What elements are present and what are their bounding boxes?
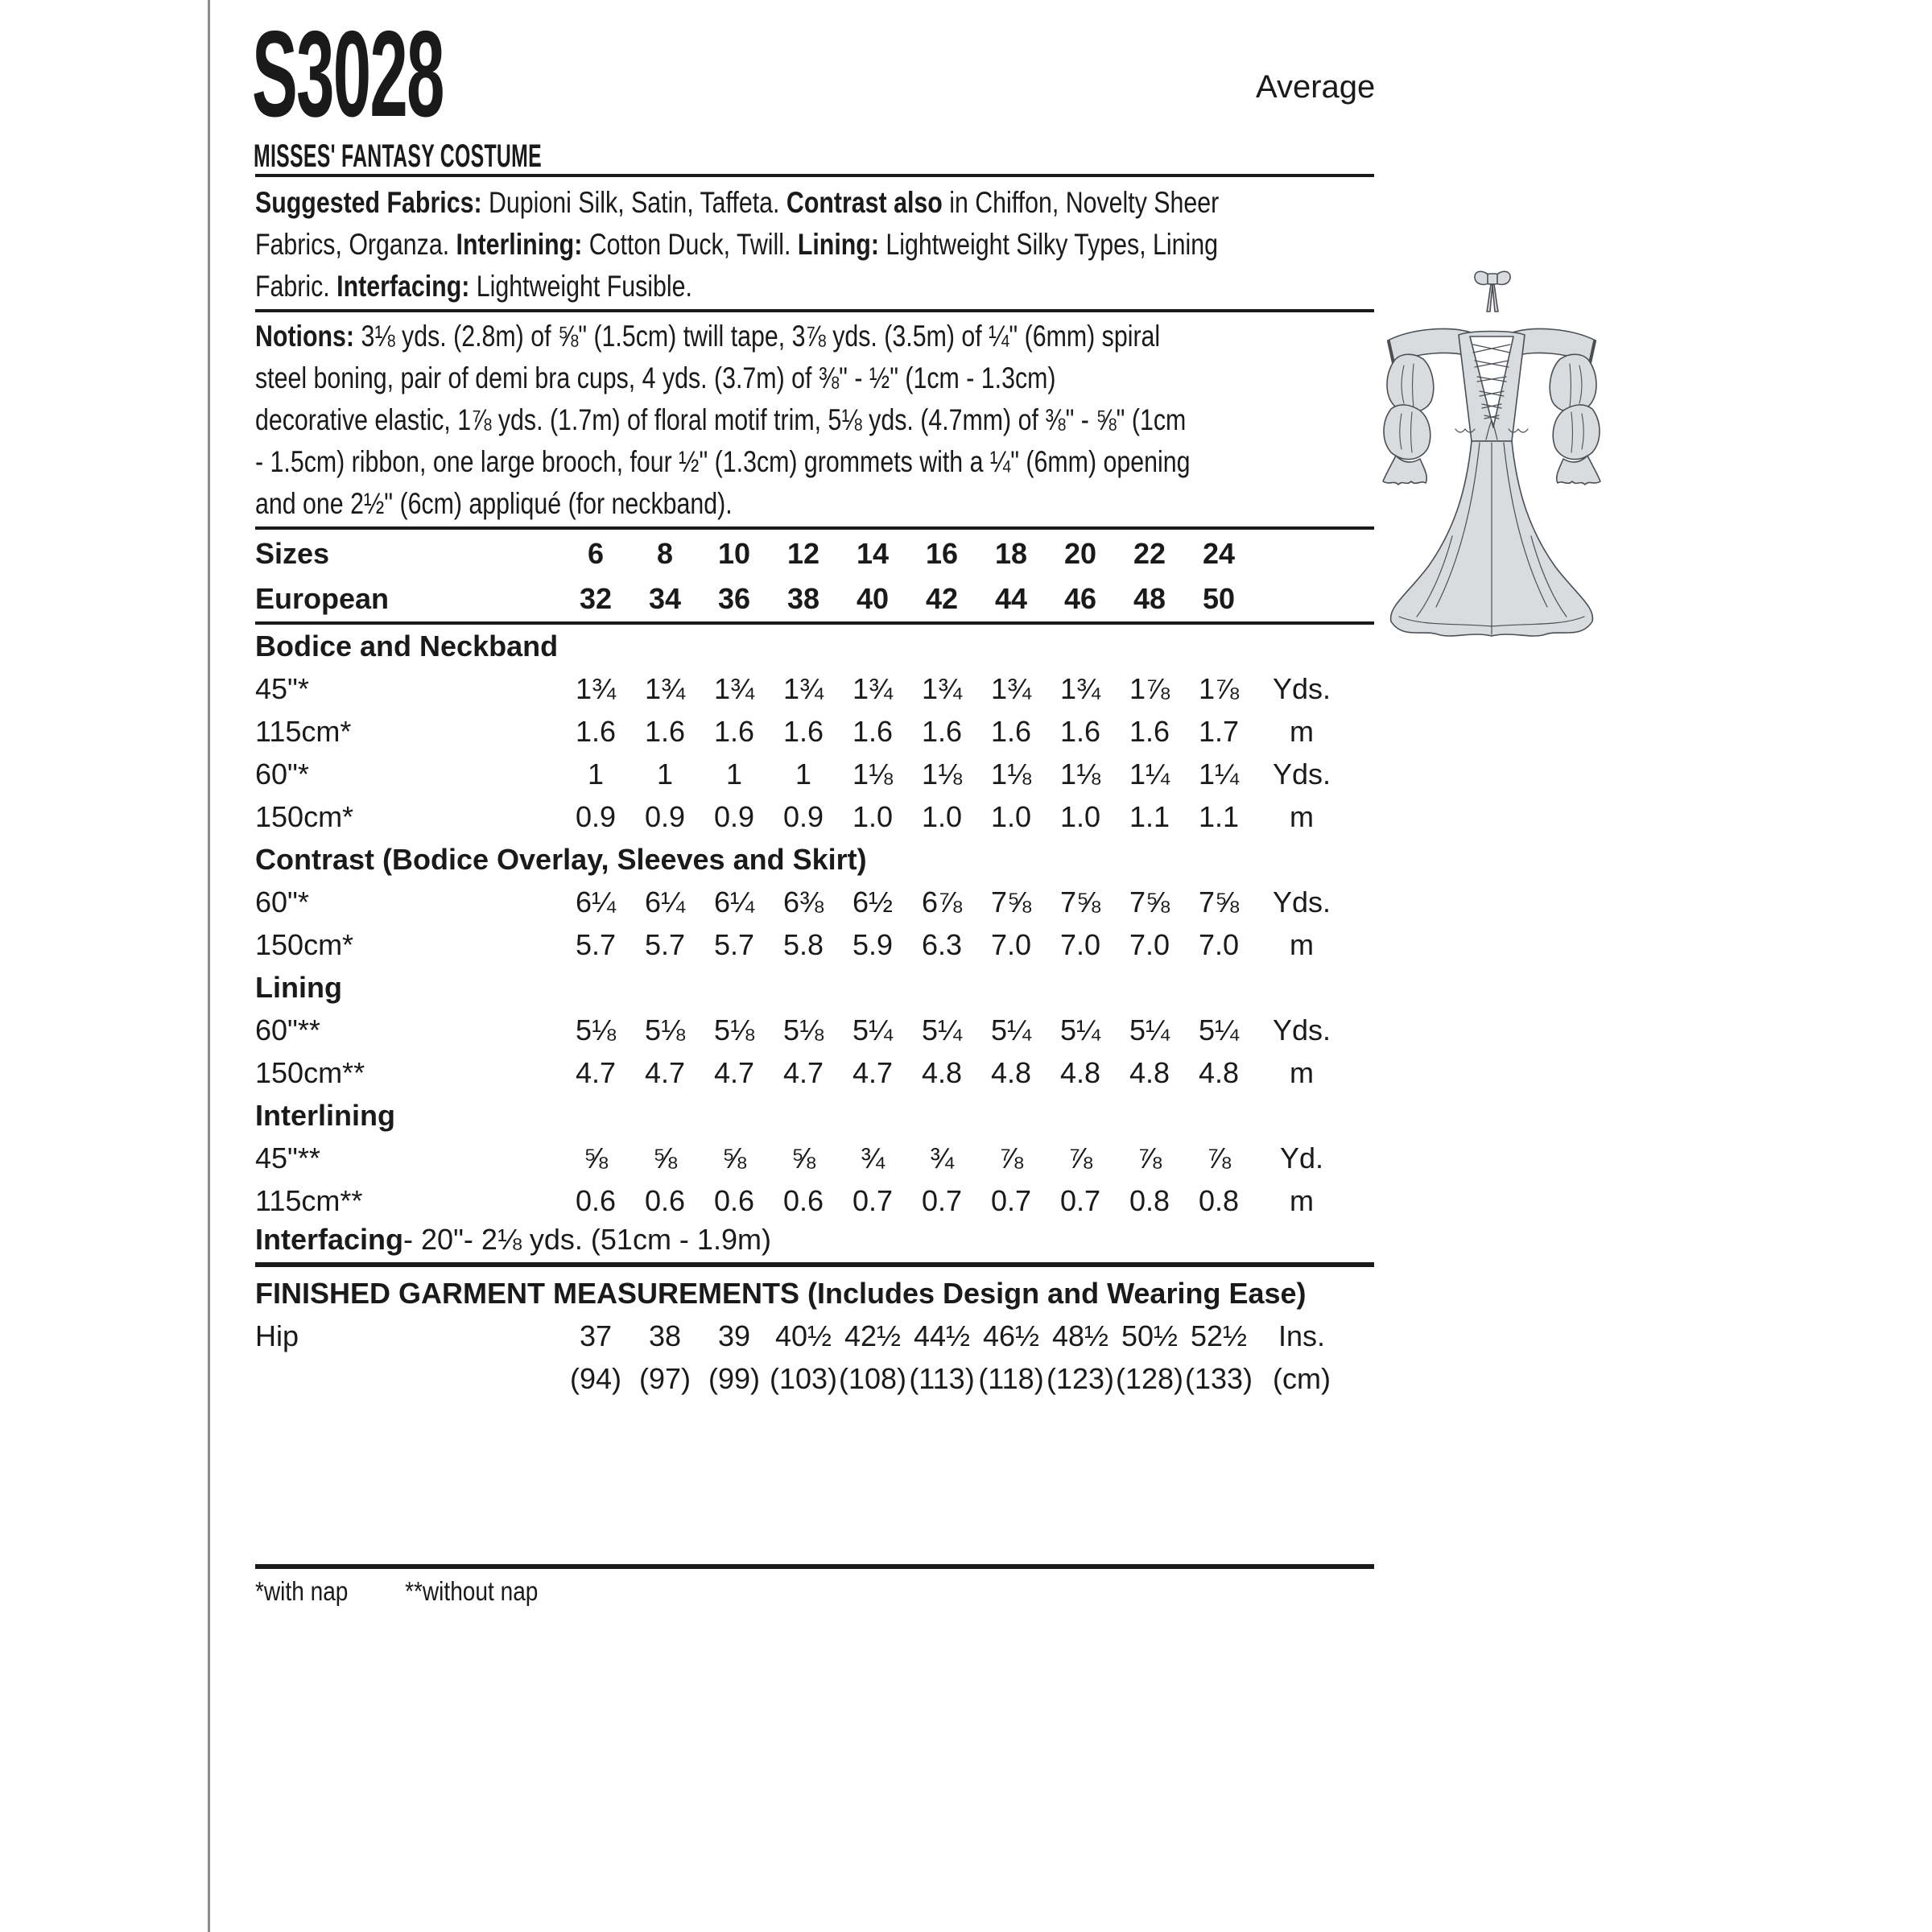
yardage-row bbox=[255, 1357, 1374, 1400]
row-label: 45"* bbox=[255, 671, 309, 705]
value-cell: 5¼ bbox=[990, 1013, 1032, 1046]
value-cell: 40½ bbox=[774, 1319, 832, 1352]
value-cell: 1.7 bbox=[1198, 714, 1240, 748]
value-cell: 7.0 bbox=[990, 927, 1032, 961]
row-label: Hip bbox=[255, 1319, 299, 1352]
value-cell: 48 bbox=[1133, 582, 1166, 615]
row-label: 60"* bbox=[255, 885, 309, 919]
value-cell: 7⅝ bbox=[1129, 885, 1170, 919]
notions-paragraph bbox=[255, 316, 1395, 525]
page-edge-line bbox=[208, 0, 210, 1932]
row-label: 115cm* bbox=[255, 714, 352, 748]
value-cell: 46½ bbox=[982, 1319, 1040, 1352]
value-cell: 1.6 bbox=[1059, 714, 1101, 748]
value-cell: 7⅝ bbox=[990, 885, 1032, 919]
footer-rule bbox=[255, 1564, 1374, 1569]
text-run: 3⅛ yds. (2.8m) of ⅝" (1.5cm) twill tape, 3⅞ yds. (3.5m) of ¼" (6mm) spiral bbox=[354, 320, 1161, 353]
yardage-row bbox=[255, 753, 1374, 795]
value-cell: ¾ bbox=[929, 1141, 955, 1174]
value-cell: 5¼ bbox=[921, 1013, 963, 1046]
value-cell: ⅝ bbox=[583, 1141, 609, 1174]
value-cell: 6⅞ bbox=[921, 885, 963, 919]
divider-rule bbox=[255, 526, 1374, 530]
value-cell: 1¾ bbox=[852, 671, 894, 705]
value-cell: (113) bbox=[909, 1361, 975, 1395]
value-cell: 1.6 bbox=[921, 714, 963, 748]
value-cell: 1.0 bbox=[921, 799, 963, 833]
value-cell: 5.9 bbox=[852, 927, 894, 961]
value-cell: 1.0 bbox=[1059, 799, 1101, 833]
section-heading: Contrast (Bodice Overlay, Sleeves and Skirt) bbox=[255, 842, 867, 876]
value-cell: 4.7 bbox=[713, 1055, 755, 1089]
yardage-row bbox=[255, 795, 1374, 838]
value-cell: 38 bbox=[648, 1319, 682, 1352]
value-cell: 7⅝ bbox=[1198, 885, 1240, 919]
value-cell: 0.8 bbox=[1129, 1183, 1170, 1217]
value-cell: ⅝ bbox=[652, 1141, 678, 1174]
value-cell: 40 bbox=[856, 582, 890, 615]
value-cell: (94) bbox=[569, 1361, 622, 1395]
row-label: 150cm** bbox=[255, 1055, 365, 1089]
value-cell: 5¼ bbox=[1198, 1013, 1240, 1046]
value-cell: 5⅛ bbox=[782, 1013, 824, 1046]
value-cell: 5¼ bbox=[852, 1013, 894, 1046]
value-cell: 5⅛ bbox=[575, 1013, 617, 1046]
section-heading: Lining bbox=[255, 970, 342, 1004]
value-cell: 22 bbox=[1133, 537, 1166, 570]
size-header-rows bbox=[255, 531, 1374, 621]
value-cell: 4.8 bbox=[921, 1055, 963, 1089]
value-cell: ⅝ bbox=[721, 1141, 747, 1174]
unit-label: m bbox=[1290, 714, 1314, 748]
row-label: Sizes bbox=[255, 537, 330, 570]
yardage-row bbox=[255, 710, 1374, 753]
value-cell: 42 bbox=[925, 582, 959, 615]
value-cell: 6¼ bbox=[575, 885, 617, 919]
text-run: in Chiffon, Novelty Sheer bbox=[942, 186, 1220, 219]
bold-run: Lining: bbox=[797, 228, 879, 261]
row-label: 45"** bbox=[255, 1141, 320, 1174]
divider-rule bbox=[255, 1262, 1374, 1267]
with-nap-footnote: *with nap bbox=[255, 1576, 349, 1606]
value-cell: 24 bbox=[1202, 537, 1236, 570]
value-cell: (99) bbox=[708, 1361, 761, 1395]
value-cell: 37 bbox=[579, 1319, 613, 1352]
value-cell: 0.6 bbox=[575, 1183, 617, 1217]
value-cell: 0.9 bbox=[644, 799, 686, 833]
yardage-row bbox=[255, 923, 1374, 966]
value-cell: 10 bbox=[717, 537, 751, 570]
value-cell: 1¾ bbox=[782, 671, 824, 705]
value-cell: 0.9 bbox=[575, 799, 617, 833]
yardage-row bbox=[255, 667, 1374, 710]
value-cell: 5¼ bbox=[1059, 1013, 1101, 1046]
value-cell: 1.0 bbox=[990, 799, 1032, 833]
value-cell: 6¼ bbox=[644, 885, 686, 919]
unit-label: Ins. bbox=[1278, 1319, 1326, 1352]
value-cell: 6 bbox=[587, 537, 605, 570]
value-cell: 5.7 bbox=[575, 927, 617, 961]
value-cell: 1¾ bbox=[713, 671, 755, 705]
section-heading: Bodice and Neckband bbox=[255, 629, 559, 663]
value-cell: (118) bbox=[978, 1361, 1044, 1395]
value-cell: 5.7 bbox=[713, 927, 755, 961]
value-cell: 48½ bbox=[1051, 1319, 1109, 1352]
paragraph-line bbox=[255, 483, 1190, 525]
value-cell: 39 bbox=[717, 1319, 751, 1352]
value-cell: 1¾ bbox=[990, 671, 1032, 705]
value-cell: 5.7 bbox=[644, 927, 686, 961]
paragraph-line bbox=[255, 266, 1219, 308]
value-cell: 4.7 bbox=[782, 1055, 824, 1089]
value-cell: 18 bbox=[994, 537, 1028, 570]
unit-label: Yds. bbox=[1272, 671, 1331, 705]
row-label: 60"* bbox=[255, 757, 309, 791]
value-cell: ⅝ bbox=[791, 1141, 816, 1174]
value-cell: (133) bbox=[1184, 1361, 1253, 1395]
value-cell: 0.9 bbox=[782, 799, 824, 833]
paragraph-line bbox=[255, 441, 1190, 483]
divider-rule bbox=[255, 309, 1374, 312]
value-cell: 1⅛ bbox=[921, 757, 963, 791]
value-cell: 0.6 bbox=[713, 1183, 755, 1217]
finished-garment-measurements bbox=[255, 1272, 1374, 1400]
value-cell: 1.0 bbox=[852, 799, 894, 833]
text-run: Dupioni Silk, Satin, Taffeta. bbox=[481, 186, 786, 219]
text-run: - 20"- 2⅛ yds. (51cm - 1.9m) bbox=[403, 1223, 771, 1256]
value-cell: 8 bbox=[656, 537, 674, 570]
value-cell: 6.3 bbox=[921, 927, 963, 961]
bold-run: Suggested Fabrics: bbox=[255, 186, 482, 219]
paragraph-line bbox=[255, 357, 1190, 399]
value-cell: (128) bbox=[1115, 1361, 1184, 1395]
unit-label: m bbox=[1290, 799, 1314, 833]
value-cell: 1⅛ bbox=[852, 757, 894, 791]
pattern-number: S3028 bbox=[252, 6, 444, 142]
value-cell: 4.7 bbox=[575, 1055, 617, 1089]
paragraph-line bbox=[255, 399, 1190, 441]
value-cell: 0.7 bbox=[852, 1183, 894, 1217]
value-cell: 16 bbox=[925, 537, 959, 570]
value-cell: 0.7 bbox=[990, 1183, 1032, 1217]
value-cell: 1⅛ bbox=[990, 757, 1032, 791]
value-cell: 1¾ bbox=[644, 671, 686, 705]
section-heading: Interlining bbox=[255, 1098, 395, 1132]
gown-back-illustration bbox=[1375, 262, 1608, 649]
value-cell: 4.8 bbox=[1059, 1055, 1101, 1089]
text-run: steel boning, pair of demi bra cups, 4 yds. (3.7m) of ⅜" - ½" (1cm - 1.3cm) bbox=[255, 361, 1056, 394]
divider-rule bbox=[255, 174, 1374, 177]
value-cell: (108) bbox=[838, 1361, 907, 1395]
value-cell: 4.8 bbox=[1129, 1055, 1170, 1089]
value-cell: 1¾ bbox=[575, 671, 617, 705]
unit-label: Yds. bbox=[1272, 1013, 1331, 1046]
yardage-row bbox=[255, 881, 1374, 923]
value-cell: 7.0 bbox=[1198, 927, 1240, 961]
row-label: 150cm* bbox=[255, 799, 354, 833]
text-run: and one 2½" (6cm) appliqué (for neckband). bbox=[255, 487, 733, 520]
value-cell: 5.8 bbox=[782, 927, 824, 961]
unit-label: m bbox=[1290, 1055, 1314, 1089]
value-cell: 1.6 bbox=[1129, 714, 1170, 748]
row-label: 150cm* bbox=[255, 927, 354, 961]
value-cell: (123) bbox=[1046, 1361, 1115, 1395]
yardage-row bbox=[255, 531, 1374, 576]
value-cell: 50½ bbox=[1121, 1319, 1179, 1352]
value-cell: 5⅛ bbox=[713, 1013, 755, 1046]
unit-label: Yds. bbox=[1272, 757, 1331, 791]
value-cell: 4.7 bbox=[852, 1055, 894, 1089]
value-cell: 0.7 bbox=[921, 1183, 963, 1217]
value-cell: 0.8 bbox=[1198, 1183, 1240, 1217]
value-cell: (97) bbox=[638, 1361, 691, 1395]
value-cell: 4.8 bbox=[990, 1055, 1032, 1089]
footnotes bbox=[255, 1576, 538, 1607]
text-run: Lightweight Silky Types, Lining bbox=[878, 228, 1219, 261]
value-cell: 7.0 bbox=[1059, 927, 1101, 961]
value-cell: 0.6 bbox=[644, 1183, 686, 1217]
value-cell: 44½ bbox=[913, 1319, 971, 1352]
text-run: Fabric. bbox=[255, 270, 337, 303]
text-run: Lightweight Fusible. bbox=[469, 270, 692, 303]
value-cell: 4.7 bbox=[644, 1055, 686, 1089]
value-cell: 50 bbox=[1202, 582, 1236, 615]
yardage-row bbox=[255, 1179, 1374, 1222]
value-cell: 4.8 bbox=[1198, 1055, 1240, 1089]
section-heading: FINISHED GARMENT MEASUREMENTS (Includes Design and Wearing Ease) bbox=[255, 1276, 1307, 1310]
paragraph-line bbox=[255, 224, 1219, 266]
value-cell: 1⅞ bbox=[1198, 671, 1240, 705]
yardage-row bbox=[255, 1315, 1374, 1357]
value-cell: ¾ bbox=[860, 1141, 886, 1174]
value-cell: 1 bbox=[587, 757, 605, 791]
value-cell: 1 bbox=[725, 757, 743, 791]
yardage-table bbox=[255, 625, 1374, 1257]
interfacing-line bbox=[255, 1222, 1374, 1257]
value-cell: (103) bbox=[769, 1361, 838, 1395]
value-cell: 0.6 bbox=[782, 1183, 824, 1217]
value-cell: 1.1 bbox=[1198, 799, 1240, 833]
value-cell: 14 bbox=[856, 537, 890, 570]
value-cell: 6¼ bbox=[713, 885, 755, 919]
bold-run: Contrast also bbox=[786, 186, 943, 219]
value-cell: 38 bbox=[786, 582, 820, 615]
paragraph-line bbox=[255, 316, 1190, 357]
unit-label: m bbox=[1290, 927, 1314, 961]
yardage-row bbox=[255, 1137, 1374, 1179]
value-cell: 42½ bbox=[844, 1319, 902, 1352]
text-run: Cotton Duck, Twill. bbox=[582, 228, 798, 261]
value-cell: 1¼ bbox=[1198, 757, 1240, 791]
yardage-row bbox=[255, 1009, 1374, 1051]
value-cell: 0.9 bbox=[713, 799, 755, 833]
bold-run: Interfacing bbox=[255, 1223, 404, 1256]
garment-title: MISSES' FANTASY COSTUME bbox=[254, 138, 542, 174]
yardage-row bbox=[255, 1051, 1374, 1094]
value-cell: 5⅛ bbox=[644, 1013, 686, 1046]
paragraph-line bbox=[255, 182, 1219, 224]
suggested-fabrics-paragraph bbox=[255, 182, 1430, 308]
unit-label: Yd. bbox=[1279, 1141, 1324, 1174]
value-cell: 1.6 bbox=[713, 714, 755, 748]
value-cell: 32 bbox=[579, 582, 613, 615]
yardage-row bbox=[255, 576, 1374, 621]
text-run: decorative elastic, 1⅞ yds. (1.7m) of floral motif trim, 5⅛ yds. (4.7mm) of ⅜" - ⅝" (1cm bbox=[255, 403, 1187, 436]
unit-label: Yds. bbox=[1272, 885, 1331, 919]
value-cell: 44 bbox=[994, 582, 1028, 615]
value-cell: 1.6 bbox=[990, 714, 1032, 748]
value-cell: ⅞ bbox=[998, 1141, 1024, 1174]
value-cell: 1⅞ bbox=[1129, 671, 1170, 705]
value-cell: 1⅛ bbox=[1059, 757, 1101, 791]
value-cell: ⅞ bbox=[1067, 1141, 1093, 1174]
unit-label: (cm) bbox=[1273, 1361, 1331, 1395]
without-nap-footnote: **without nap bbox=[405, 1576, 539, 1606]
value-cell: 1¾ bbox=[921, 671, 963, 705]
value-cell: 1 bbox=[656, 757, 674, 791]
difficulty-label: Average bbox=[1256, 69, 1376, 105]
text-run: - 1.5cm) ribbon, one large brooch, four ½" (1.3cm) grommets with a ¼" (6mm) opening bbox=[255, 445, 1191, 478]
value-cell: 52½ bbox=[1190, 1319, 1248, 1352]
value-cell: 36 bbox=[717, 582, 751, 615]
unit-label: m bbox=[1290, 1183, 1314, 1217]
value-cell: 34 bbox=[648, 582, 682, 615]
value-cell: ⅞ bbox=[1137, 1141, 1162, 1174]
value-cell: 6⅜ bbox=[782, 885, 824, 919]
value-cell: 1.6 bbox=[782, 714, 824, 748]
value-cell: 46 bbox=[1063, 582, 1097, 615]
value-cell: 20 bbox=[1063, 537, 1097, 570]
value-cell: 6½ bbox=[852, 885, 894, 919]
value-cell: 1.6 bbox=[575, 714, 617, 748]
bold-run: Interfacing: bbox=[336, 270, 470, 303]
value-cell: ⅞ bbox=[1206, 1141, 1232, 1174]
value-cell: 1.6 bbox=[852, 714, 894, 748]
bold-run: Interlining: bbox=[456, 228, 583, 261]
value-cell: 7⅝ bbox=[1059, 885, 1101, 919]
row-label: 60"** bbox=[255, 1013, 320, 1046]
value-cell: 5¼ bbox=[1129, 1013, 1170, 1046]
value-cell: 1.1 bbox=[1129, 799, 1170, 833]
value-cell: 1¾ bbox=[1059, 671, 1101, 705]
value-cell: 0.7 bbox=[1059, 1183, 1101, 1217]
text-run: Fabrics, Organza. bbox=[255, 228, 456, 261]
row-label: European bbox=[255, 582, 390, 615]
value-cell: 12 bbox=[786, 537, 820, 570]
value-cell: 1.6 bbox=[644, 714, 686, 748]
bold-run: Notions: bbox=[255, 320, 355, 353]
value-cell: 1¼ bbox=[1129, 757, 1170, 791]
value-cell: 1 bbox=[795, 757, 812, 791]
row-label: 115cm** bbox=[255, 1183, 363, 1217]
value-cell: 7.0 bbox=[1129, 927, 1170, 961]
